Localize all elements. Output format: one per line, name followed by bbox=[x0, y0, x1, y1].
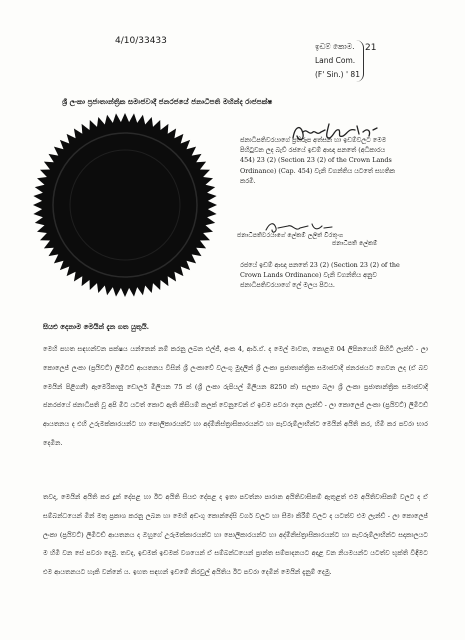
ordinance-paragraph: රජයේ ඉඩම් ආඥා පනතේ 23 (2) (Section 23 (2) of the Crown Lands Ordinance) වැනි වගන්තිය අනුව ජනාධිපතිවරයාගේ ලේ මලය පිටය. bbox=[240, 261, 400, 290]
seal-serrated-edge bbox=[33, 113, 217, 297]
secretary-title-line: ජනාධිපතිවරයාගේ ලේකම් ලලිත් වීරතුංග bbox=[237, 232, 344, 239]
bracket-mark bbox=[355, 40, 364, 82]
land-com-line-ref: (F' Sin.) ' 81 bbox=[315, 70, 360, 79]
notice-caption: සියළු දෙනාම මෙයින් දැන ගත යුතුයි. bbox=[43, 322, 150, 331]
secretary-title bbox=[237, 232, 412, 248]
land-com-line-en: Land Com. bbox=[315, 56, 356, 65]
grant-paragraph-1: මෙහි පහත සඳහන්වන පක්ෂය යන්නෙන් නම් කරනු ලබන එල්ජී, අංක 4, ආර්.ඒ. ද මෙල් මාවත, කොළඹ 04 ලිපිනයෙහි පිහිටි ලැන්ඩ් - ලා කොලෙජ් ලංකා (ප්‍රයිවට්) ලිමිටඩ් ආයතනය විසින් ශ්‍රී ලංකාවේ වලංගු මුදලින් ශ්‍රී ලංකා ප්‍රජාතාන්ත්‍රික සමාජවාදී ජනරජයට ගෙවන ලද (ඒ බව මෙයින් පිළිගනී) ඇමෙරිකානු ඩොලර් මිලියන 75 ක් (ශ්‍රී ලංකා රුපියල් මිලියන 8250 ක්) සලකා බලා ශ්‍රී ලංකා ප්‍රජාතාන්ත්‍රික සමාජවාදී ජනරජයේ ජනාධිපති වූ අපි මීට යටත් කොට ඇති කිසියම් කලක් වෙනුවෙන් ඒ ඉඩම පවරා දෙන ලැන්ඩ් - ලා කොලෙජ් ලංකා (ප්‍රයිවට්) ලිමිටඩ් ආයතනය ද එහි උරුමක්කාරයන්ට හා පොලිකාරයන්ට හා අද්මිනිස්ත්‍රාසිකාරයන්ට හා පැවරුම්ලාභීන්ට මෙයින් අයිති කර, හිමි කර පවරා භාර දෙමින. bbox=[43, 345, 428, 447]
file-reference: 4/10/33433 bbox=[115, 36, 167, 46]
land-com-number: 21 bbox=[365, 43, 377, 53]
grant-paragraph-2: තවද, මෙයින් අයිති කර දුන් දේපළ හා ඊට අයිති සියළු දේපළ ද ඉතා පවත්නා පාරාන අයිතිවාසිකම් ඇතුළත් එම අයිතිවාසිකම් වලට ද ඒ සම්බන්ධයෙන් මින් මතු ප්‍රකාශ කරනු ලබන හා මෙහි අඩංගු කොන්දේසි වර්ග වලට හා සීමා කිරීම් වලට ද යටත්ව එම ලැන්ඩ් - ලා කොලෙජ් ලංකා (ප්‍රයිවට්) ලිමිටඩ් ආයතනය ද ඔහුගේ උරුමක්කාරයන්ට හා පොලිකාරයන්ට හා අද්මිනිස්ත්‍රාසිකාරයන්ට හා පැවරුම්ලාභීන්ට සදාකාලයට ම හිමි වන සේ පවරා දෙමු. තවද, ඉඩමක් ඉඩමක් වශයෙන් ඒ සම්බන්ධයෙන් ප්‍රාන්ත සම්පාදනයට අදාළ වන නියමයන්ට යටත්ව භුක්ති විඳීමට එම ආයතනයට හැකි වන්නේ ය. ඉහත සඳහන් ඉඩමේ නිරවුල් අයිතිය ඊට පවරා දෙමින් මෙයින් දැනුම් දෙමු. bbox=[43, 493, 428, 577]
certification-paragraph: ජනාධිපතිවරයාගේ ප්‍රතිරූප අත්සන හා ඉඩම්වලට මෙම පිහිටුවන ලද බැව් රජයේ ඉඩම් ආඥා පනතේ (අධිකාරය 454) 23 (2) (Section 23 (2) of the Crown Lands Ordinance) (Cap. 454) වැනි වගන්තිය යටතේ සහතික කරමි. bbox=[240, 136, 395, 185]
presidential-seal bbox=[30, 110, 220, 300]
president-headline: ශ්‍රී ලංකා ප්‍රජාතාන්ත්‍රික සමාජවාදී ජනරජයේ ජනාධිපති මහින්ද රාජපක්ෂ bbox=[62, 97, 273, 106]
land-com-line-si: ඉඩම් කොම. bbox=[315, 42, 355, 51]
secretary-title-line-2: ජනාධිපති ලේකම් bbox=[332, 240, 378, 247]
